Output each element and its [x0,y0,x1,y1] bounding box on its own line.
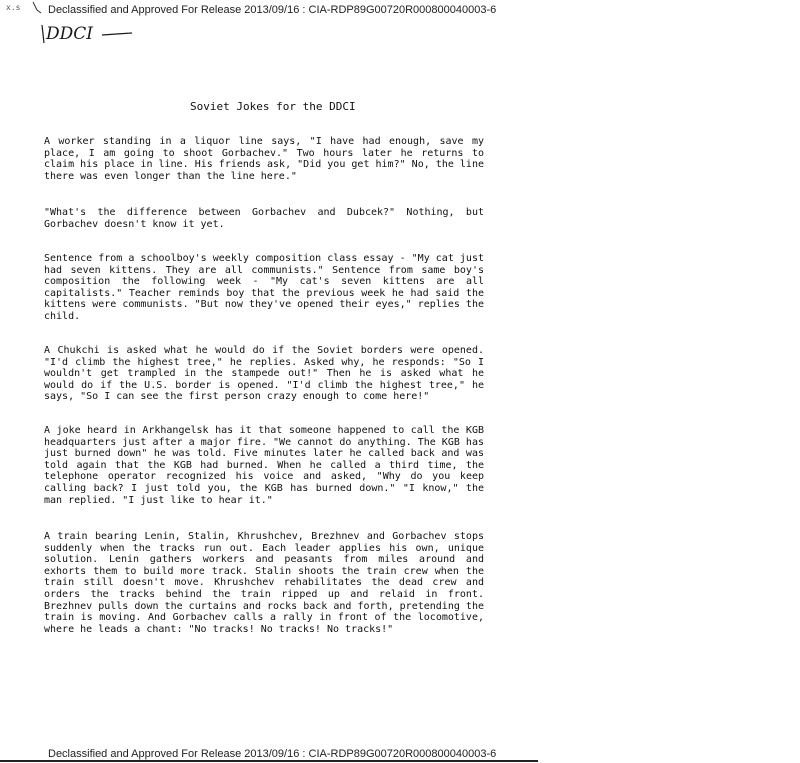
joke-paragraph: A train bearing Lenin, Stalin, Khrushchev, Brezhnev and Gorbachev stops suddenly when the tracks run out. Each leader applies his own, unique solution. Lenin gathers workers and peasants from miles around and exhorts them to build more track. Stalin shoots the train crew when the train still doesn't move. Khrushchev rehabilitates the dead crew and orders the tracks behind the train ripped up and relaid in front. Brezhnev pulls down the curtains and rocks back and forth, pretending the train is moving. And Gorbachev calls a rally in front of the locomotive, where he leads a chant: "No tracks! No tracks! No tracks!" [44,531,484,635]
scan-mark: x.s [6,3,21,12]
declassification-footer: Declassified and Approved For Release 2013/09/16 : CIA-RDP89G00720R000800040003-6 [48,748,497,760]
joke-paragraph: A worker standing in a liquor line says, "I have had enough, save my place, I am going to shoot Gorbachev." Two hours later he returns to claim his place in line. His friends ask, "Did you get him?" No, the line there was even longer than the line here." [44,136,484,182]
declassification-header: Declassified and Approved For Release 2013/09/16 : CIA-RDP89G00720R000800040003-6 [48,4,497,16]
bottom-rule [0,760,538,762]
joke-paragraph: Sentence from a schoolboy's weekly composition class essay - "My cat just had seven kittens. They are all communists." Sentence from same boy's composition the following week - "My cat's seven kittens are all capitalists." Teacher reminds boy that the previous week he had said the kittens were communists. "But now they've opened their eyes," replies the child. [44,253,484,322]
handwritten-ddci-note [40,21,150,45]
scan-tick-icon [30,1,42,15]
joke-paragraph: A Chukchi is asked what he would do if the Soviet borders were opened. "I'd climb the highest tree," he replies. Asked why, he responds: "So I wouldn't get trampled in the stampede out!" Then he is asked what he would do if the U.S. border is opened. "I'd climb the highest tree," he says, "So I can see the first person crazy enough to come here!" [44,345,484,403]
joke-paragraph: A joke heard in Arkhangelsk has it that someone happened to call the KGB headquarters just after a major fire. "We cannot do anything. The KGB has just burned down" he was told. Five minutes later he called back and was told again that the KGB had burned. When he called a third time, the telephone operator recognized his voice and asked, "Why do you keep calling back? I just told you, the KGB has burned down." "I know," the man replied. "I just like to hear it." [44,425,484,506]
svg-text:DDCI: DDCI [46,24,93,44]
joke-paragraph: "What's the difference between Gorbachev and Dubcek?" Nothing, but Gorbachev doesn't know it yet. [44,207,484,230]
document-title: Soviet Jokes for the DDCI [190,100,356,113]
